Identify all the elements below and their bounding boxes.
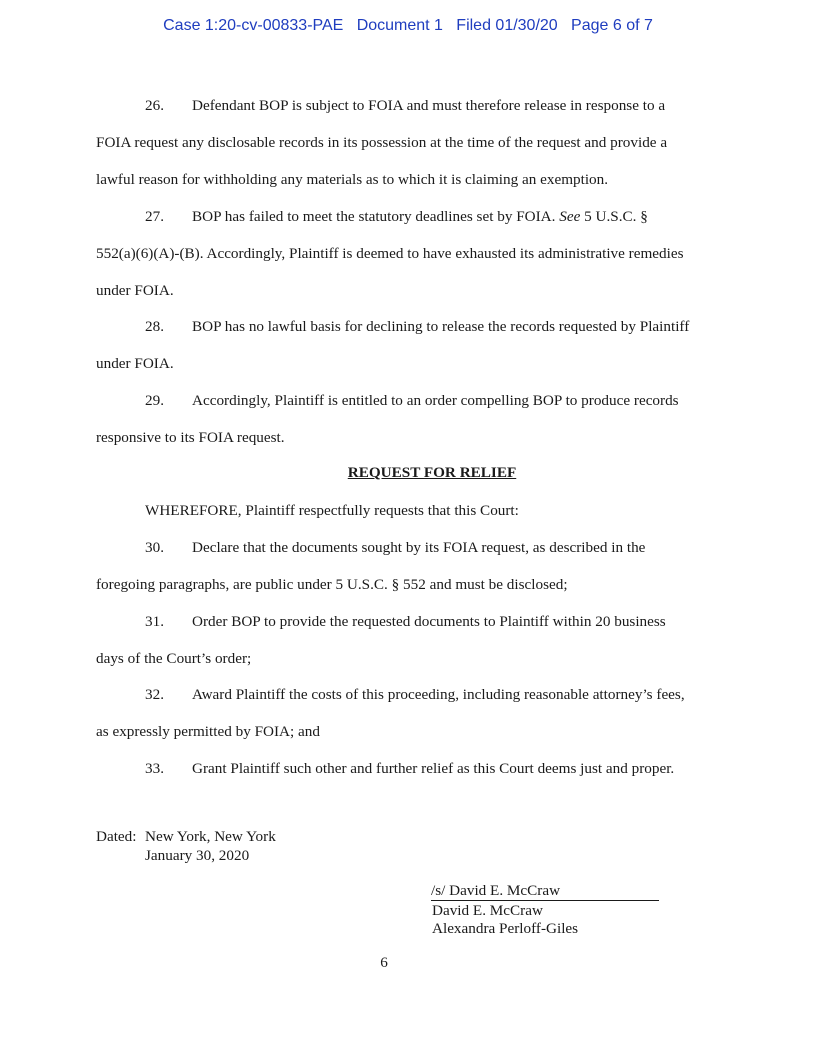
page-number: 6 xyxy=(380,954,388,971)
relief-intro: WHEREFORE, Plaintiff respectfully requests that this Court: xyxy=(145,502,519,519)
paragraph-26-line-3: lawful reason for withholding any materials as to which it is claiming an exemption. xyxy=(96,171,609,188)
paragraph-number-26: 26. xyxy=(145,97,164,114)
paragraph-28-line-2: under FOIA. xyxy=(96,355,174,372)
citation-signal: See xyxy=(559,208,581,225)
paragraph-number-31: 31. xyxy=(145,613,164,630)
paragraph-26-line-1: Defendant BOP is subject to FOIA and must therefore release in response to a xyxy=(192,97,666,114)
paragraph-27-line-1-end: 5 U.S.C. § xyxy=(580,208,648,225)
dated-date: January 30, 2020 xyxy=(145,847,250,864)
paragraph-30-line-1: Declare that the documents sought by its FOIA request, as described in the xyxy=(192,539,646,556)
paragraph-27-line-1 xyxy=(192,208,648,226)
paragraph-26-line-2: FOIA request any disclosable records in its possession at the time of the request and provide a xyxy=(96,134,668,151)
signatory-name-1: David E. McCraw xyxy=(432,902,543,919)
section-heading-request-for-relief: REQUEST FOR RELIEF xyxy=(347,464,517,481)
paragraph-number-30: 30. xyxy=(145,539,164,556)
signature-line: /s/ David E. McCraw xyxy=(431,882,659,901)
dated-label: Dated: xyxy=(96,828,137,845)
signatory-name-2: Alexandra Perloff-Giles xyxy=(432,920,579,937)
paragraph-30-line-2: foregoing paragraphs, are public under 5 U.S.C. § 552 and must be disclosed; xyxy=(96,576,568,593)
paragraph-29-line-2: responsive to its FOIA request. xyxy=(96,429,285,446)
paragraph-27-line-1-start: BOP has failed to meet the statutory deadlines set by FOIA. xyxy=(192,208,560,225)
dated-place: New York, New York xyxy=(145,828,276,845)
paragraph-number-28: 28. xyxy=(145,318,164,335)
paragraph-32-line-2: as expressly permitted by FOIA; and xyxy=(96,723,320,740)
paragraph-number-33: 33. xyxy=(145,760,164,777)
paragraph-number-27: 27. xyxy=(145,208,164,225)
paragraph-29-line-1: Accordingly, Plaintiff is entitled to an order compelling BOP to produce records xyxy=(192,392,679,409)
paragraph-number-32: 32. xyxy=(145,686,164,703)
paragraph-31-line-2: days of the Court’s order; xyxy=(96,650,252,667)
paragraph-27-line-2: 552(a)(6)(A)-(B). Accordingly, Plaintiff is deemed to have exhausted its administrative remedies xyxy=(96,245,684,262)
paragraph-31-line-1: Order BOP to provide the requested documents to Plaintiff within 20 business xyxy=(192,613,666,630)
paragraph-32-line-1: Award Plaintiff the costs of this proceeding, including reasonable attorney’s fees, xyxy=(192,686,685,703)
paragraph-28-line-1: BOP has no lawful basis for declining to release the records requested by Plaintiff xyxy=(192,318,690,335)
paragraph-33-line-1: Grant Plaintiff such other and further relief as this Court deems just and proper. xyxy=(192,760,675,777)
paragraph-27-line-3: under FOIA. xyxy=(96,282,174,299)
paragraph-number-29: 29. xyxy=(145,392,164,409)
case-header: Case 1:20-cv-00833-PAE Document 1 Filed 01/30/20 Page 6 of 7 xyxy=(163,17,653,34)
